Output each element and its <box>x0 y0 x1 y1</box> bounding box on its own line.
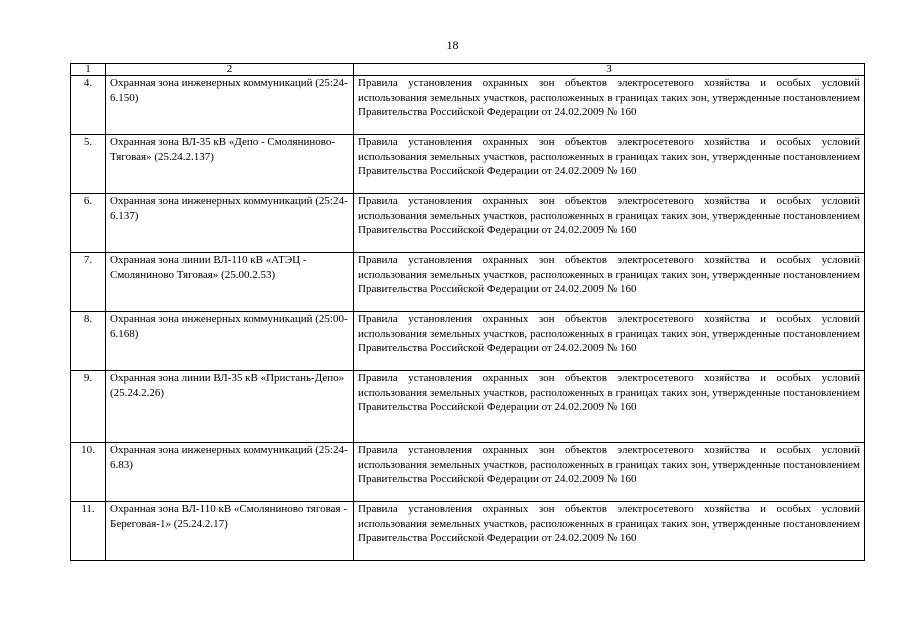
row-number: 8. <box>71 312 106 371</box>
header-col-2: 2 <box>106 64 354 76</box>
row-number: 4. <box>71 76 106 135</box>
row-number: 7. <box>71 253 106 312</box>
header-col-3: 3 <box>354 64 865 76</box>
regulation-text: Правила установления охранных зон объектов электросетевого хозяйства и особых условий использования земельных участков, расположенных в границах таких зон, утвержденные постановлением Правительства Российской Федерации от 24.02.2009 № 160 <box>354 194 865 253</box>
table-row <box>71 371 865 443</box>
regulation-text: Правила установления охранных зон объектов электросетевого хозяйства и особых условий использования земельных участков, расположенных в границах таких зон, утвержденные постановлением Правительства Российской Федерации от 24.02.2009 № 160 <box>354 253 865 312</box>
regulation-text: Правила установления охранных зон объектов электросетевого хозяйства и особых условий использования земельных участков, расположенных в границах таких зон, утвержденные постановлением Правительства Российской Федерации от 24.02.2009 № 160 <box>354 371 865 443</box>
zone-name: Охранная зона инженерных коммуникаций (25:00-6.168) <box>106 312 354 371</box>
header-col-1: 1 <box>71 64 106 76</box>
regulation-text: Правила установления охранных зон объектов электросетевого хозяйства и особых условий использования земельных участков, расположенных в границах таких зон, утвержденные постановлением Правительства Российской Федерации от 24.02.2009 № 160 <box>354 135 865 194</box>
table-row <box>71 443 865 502</box>
zone-name: Охранная зона инженерных коммуникаций (25:24-6.150) <box>106 76 354 135</box>
regulation-text: Правила установления охранных зон объектов электросетевого хозяйства и особых условий использования земельных участков, расположенных в границах таких зон, утвержденные постановлением Правительства Российской Федерации от 24.02.2009 № 160 <box>354 502 865 561</box>
row-number: 6. <box>71 194 106 253</box>
table-row <box>71 76 865 135</box>
regulation-text: Правила установления охранных зон объектов электросетевого хозяйства и особых условий использования земельных участков, расположенных в границах таких зон, утвержденные постановлением Правительства Российской Федерации от 24.02.2009 № 160 <box>354 443 865 502</box>
table-row <box>71 135 865 194</box>
table-header-row <box>71 64 865 76</box>
row-number: 5. <box>71 135 106 194</box>
zone-name: Охранная зона линии ВЛ-35 кВ «Пристань-Депо» (25.24.2.26) <box>106 371 354 443</box>
table-row <box>71 253 865 312</box>
regulation-text: Правила установления охранных зон объектов электросетевого хозяйства и особых условий использования земельных участков, расположенных в границах таких зон, утвержденные постановлением Правительства Российской Федерации от 24.02.2009 № 160 <box>354 76 865 135</box>
regulation-text: Правила установления охранных зон объектов электросетевого хозяйства и особых условий использования земельных участков, расположенных в границах таких зон, утвержденные постановлением Правительства Российской Федерации от 24.02.2009 № 160 <box>354 312 865 371</box>
zone-name: Охранная зона ВЛ-110 кВ «Смоляниново тяговая - Береговая-1» (25.24.2.17) <box>106 502 354 561</box>
zone-name: Охранная зона ВЛ-35 кВ «Депо - Смоляниново-Тяговая» (25.24.2.137) <box>106 135 354 194</box>
row-number: 10. <box>71 443 106 502</box>
zone-name: Охранная зона инженерных коммуникаций (25:24-6.137) <box>106 194 354 253</box>
row-number: 11. <box>71 502 106 561</box>
row-number: 9. <box>71 371 106 443</box>
zones-table <box>70 63 865 561</box>
zone-name: Охранная зона инженерных коммуникаций (25:24-6.83) <box>106 443 354 502</box>
zone-name: Охранная зона линии ВЛ-110 кВ «АТЭЦ - Смоляниново Тяговая» (25.00.2.53) <box>106 253 354 312</box>
table-row <box>71 502 865 561</box>
page-number: 18 <box>446 38 459 52</box>
table-row <box>71 194 865 253</box>
table-row <box>71 312 865 371</box>
